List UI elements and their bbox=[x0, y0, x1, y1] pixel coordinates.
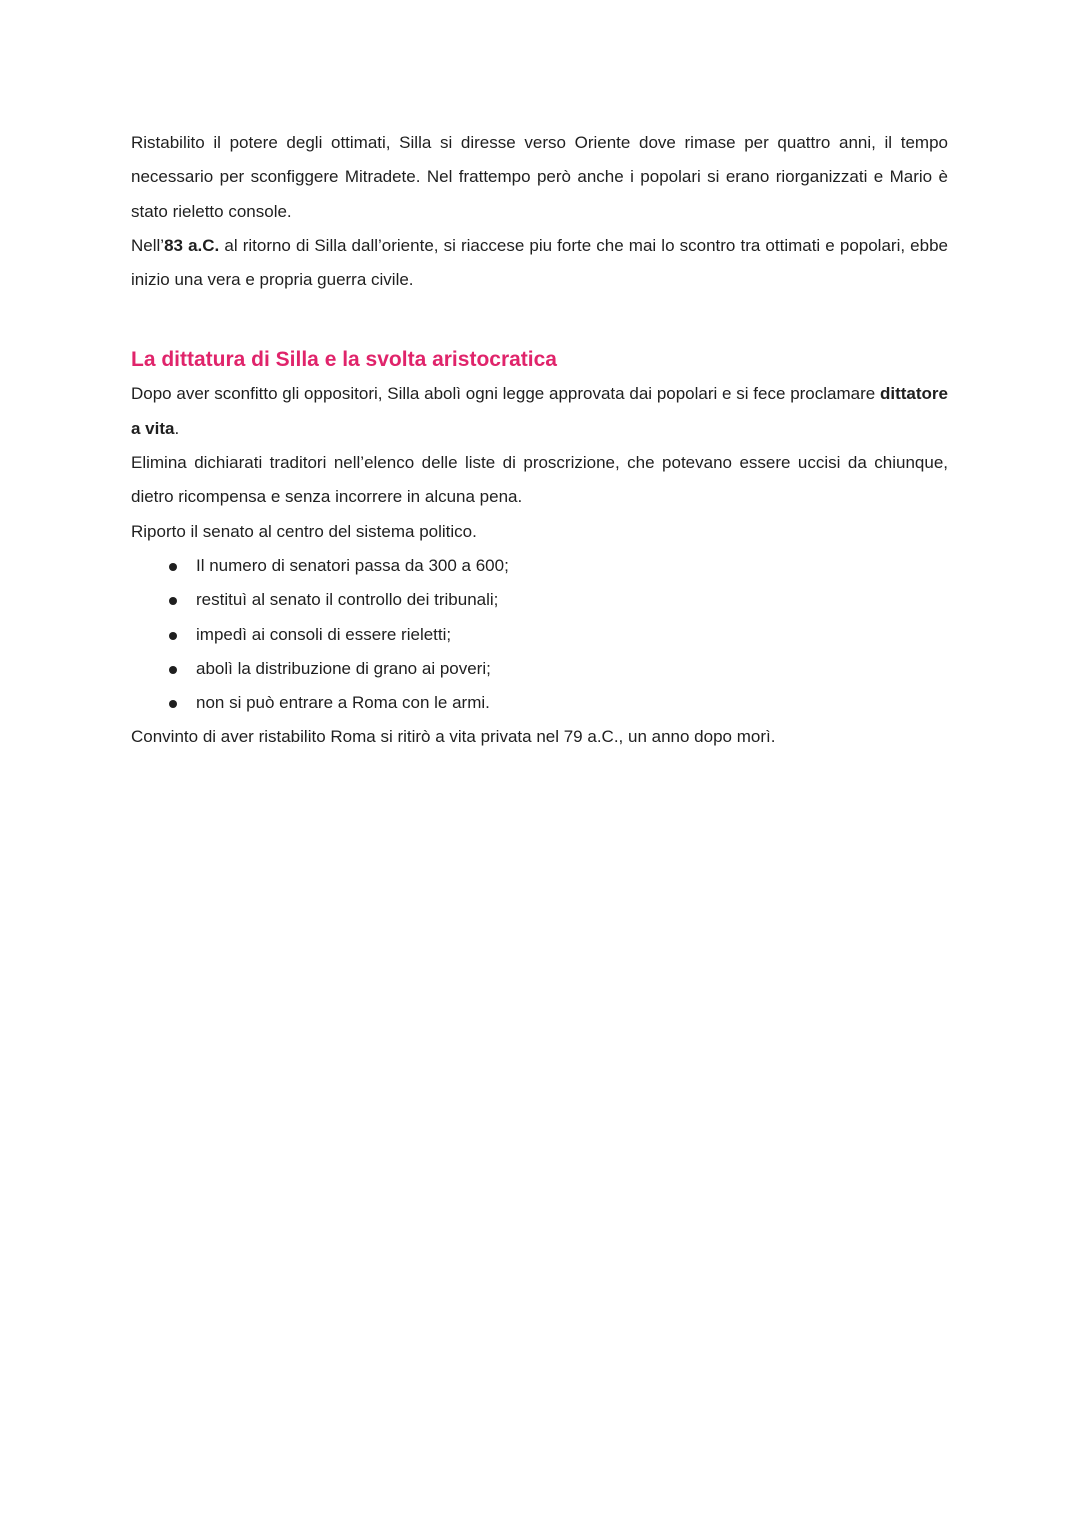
document-page bbox=[131, 126, 948, 755]
bullet-icon bbox=[169, 563, 177, 571]
paragraph-83-ac-pre: Nell’ bbox=[131, 235, 165, 255]
bullet-icon bbox=[169, 700, 177, 708]
list-item: restituì al senato il controllo dei tribunali; bbox=[131, 583, 948, 617]
reform-list bbox=[131, 549, 948, 720]
paragraph-83-ac-post: al ritorno di Silla dall’oriente, si riaccese piu forte che mai lo scontro tra ottimati e popolari, ebbe inizio una vera e propria guerra civile. bbox=[131, 235, 949, 290]
bullet-icon bbox=[169, 597, 177, 605]
list-item: abolì la distribuzione di grano ai poveri; bbox=[131, 652, 948, 686]
paragraph-dittatore bbox=[131, 377, 948, 446]
paragraph-proscrizione: Elimina dichiarati traditori nell’elenco delle liste di proscrizione, che potevano essere uccisi da chiunque, dietro ricompensa e senza incorrere in alcuna pena. bbox=[131, 453, 948, 507]
list-item: Il numero di senatori passa da 300 a 600; bbox=[131, 549, 948, 583]
bullet-icon bbox=[169, 632, 177, 640]
list-item: impedì ai consoli di essere rieletti; bbox=[131, 618, 948, 652]
dittatore-a-vita: dittatore a vita bbox=[131, 384, 948, 438]
paragraph-ritiro: Convinto di aver ristabilito Roma si ritirò a vita privata nel 79 a.C., un anno dopo morì. bbox=[131, 727, 776, 747]
paragraph-ottimati: Ristabilito il potere degli ottimati, Silla si diresse verso Oriente dove rimase per quattro anni, il tempo necessario per sconfiggere Mitradete. Nel frattempo però anche i popolari si erano riorganizzati e Mario è stato rieletto console. bbox=[131, 133, 948, 221]
list-item: non si può entrare a Roma con le armi. bbox=[131, 686, 948, 720]
paragraph-dittatore-pre: Dopo aver sconfitto gli oppositori, Silla abolì ogni legge approvata dai popolari e si fece proclamare bbox=[131, 384, 880, 404]
paragraph-83-ac bbox=[131, 229, 948, 298]
date-83-ac: 83 a.C. bbox=[164, 235, 220, 255]
bullet-icon bbox=[169, 666, 177, 674]
section-heading-dittatura: La dittatura di Silla e la svolta aristocratica bbox=[131, 348, 557, 372]
paragraph-senato: Riporto il senato al centro del sistema politico. bbox=[131, 521, 477, 541]
paragraph-dittatore-post: . bbox=[174, 418, 180, 438]
